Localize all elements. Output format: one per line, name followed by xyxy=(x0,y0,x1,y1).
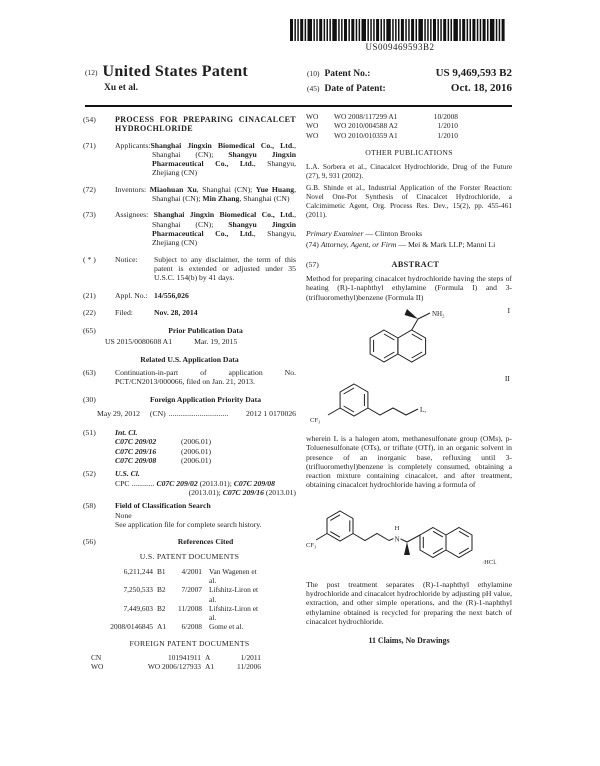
table-row: CN 101941911 A 1/2011 xyxy=(91,653,261,663)
priority-number: 2012 1 0170026 xyxy=(246,408,296,418)
publication-1: L.A. Sorbera et al., Cinacalcet Hydrochloride, Drug of the Future (27), 9, 931 (2002). xyxy=(306,162,512,181)
assignees-row: (73) Assignees: Shanghai Jingxin Biomedical Co., Ltd., Shanghai (CN); Shangyu Jingxin Pharmaceutical Co., Ltd., Shangyu, Zhejiang (CN) xyxy=(83,210,296,248)
appl-no-row: (21) Appl. No.: 14/556,026 xyxy=(83,291,189,301)
int-cl-row: (51) Int. Cl. C07C 209/02 (2006.01) C07C 209/16 (2006.01) C07C 209/08 (2006.01) xyxy=(83,428,296,465)
hcl-label: ·HCl. xyxy=(482,558,497,566)
other-publications-title: OTHER PUBLICATIONS xyxy=(365,147,453,157)
references-heading-row: (56) References Cited xyxy=(83,537,296,546)
barcode-image xyxy=(290,19,510,41)
int-cl-entry: C07C 209/02 (2006.01) xyxy=(115,437,212,447)
left-column xyxy=(83,115,296,672)
priority-country: (CN) xyxy=(149,408,166,418)
inventors-text: Inventors: Miaohuan Xu, Shanghai (CN); Yue Huang, Shanghai (CN); Min Zhang, Shanghai (CN) xyxy=(115,184,296,204)
inid-45: (45) xyxy=(307,84,320,93)
notice-row: ( * ) Notice: Subject to any disclaimer, the term of this patent is extended or adjusted under 35 U.S.C. 154(b) by 41 days. xyxy=(83,254,296,283)
table-row: WO WO 2006/127933 A1 11/2006 xyxy=(91,662,261,672)
naphthylethylamine-structure xyxy=(306,306,506,372)
attorney-line: (74) Attorney, Agent, or Firm — Mei & Mark LLP; Manni Li xyxy=(306,240,496,250)
right-column xyxy=(306,112,512,646)
prior-pub-doc: US 2015/0080608 A1 xyxy=(105,337,173,347)
barcode xyxy=(290,19,510,52)
claims-line: 11 Claims, No Drawings xyxy=(368,636,450,646)
cinacalcet-structure xyxy=(306,494,512,576)
post-treatment-text: The post treatment separates (R)-1-naphthyl ethylamine hydrochloride and cinacalcet hydrochloride by adjusting pH value, extraction, and other simple operations, and the (R)-1-naphthyl ethylamine obtained is recycled for preparing the next batch of cinacalcet hydrochloride. xyxy=(306,579,512,626)
prior-pub-title: Prior Publication Data xyxy=(168,326,243,336)
us-cl-label: U.S. Cl. xyxy=(115,469,140,479)
primary-examiner: Primary Examiner — Clinton Brooks xyxy=(306,229,423,239)
table-row: 2008/0146845 A1 6/2008 Gome et al. xyxy=(110,622,244,632)
date-of-patent-label: Date of Patent: xyxy=(324,84,386,94)
leaving-group-label: L, xyxy=(420,405,427,414)
cf3-label: CF₃ xyxy=(306,541,317,549)
leader-dots: ............................... xyxy=(168,408,229,418)
inid-10: (10) xyxy=(307,69,320,78)
publication-2: G.B. Shinde et al., Industrial Application of the Forster Reaction: Novel One-Pot Synthesis of Cinacalcet Hydrochloride, a Calcimimetic Agent, Org. Process Res. Dev., 15(2), pp. 455-461 (2011). xyxy=(306,183,512,220)
table-row: WO WO 2010/004588 A2 1/2010 xyxy=(306,121,458,131)
foreign-priority-title: Foreign Application Priority Data xyxy=(149,394,262,404)
inid-57: (57) xyxy=(306,259,319,269)
trifluoromethylbenzene-structure xyxy=(306,374,506,428)
filed-row: (22) Filed: Nov. 28, 2014 xyxy=(83,307,198,317)
table-row: WO WO 2008/117299 A1 10/2008 xyxy=(306,112,458,121)
field-search-note: See application file for complete search history. xyxy=(115,519,262,529)
abstract-text: Method for preparing cinacalcet hydrochloride having the steps of heating (R)-1-naphthyl ethylamine (Formula I) and 3-(trifluoromethyl)benzene (Formula II) xyxy=(306,274,512,302)
continuation-text: Continuation-in-part of application No. PCT/CN2013/000066, filed on Jan. 21, 2013. xyxy=(115,367,296,387)
foreign-priority-heading-row: (30) Foreign Application Priority Data xyxy=(83,395,296,404)
inventors-row: (72) Inventors: Miaohuan Xu, Shanghai (CN); Yue Huang, Shanghai (CN); Min Zhang, Shanghai (CN) xyxy=(83,184,296,204)
prior-pub-date: Mar. 19, 2015 xyxy=(194,337,238,347)
foreign-docs-title: FOREIGN PATENT DOCUMENTS xyxy=(129,638,250,648)
cf3-label: CF₃ xyxy=(310,416,321,424)
cpc-line1: CPC ............ C07C 209/02 (2013.01); C07C 209/08 xyxy=(115,478,275,488)
header-divider xyxy=(85,105,512,107)
field-search-none: None xyxy=(115,510,132,520)
int-cl-label: Int. Cl. xyxy=(115,428,138,438)
wo-table xyxy=(306,112,458,140)
formula-2-structure xyxy=(306,374,512,430)
header-right xyxy=(307,67,512,97)
assignees-text: Assignees: Shanghai Jingxin Biomedical Co., Ltd., Shanghai (CN); Shangyu Jingxin Pharmaceutical Co., Ltd., Shangyu, Zhejiang (CN) xyxy=(115,210,296,248)
int-cl-entry: C07C 209/16 (2006.01) xyxy=(115,446,212,456)
us-patent-table xyxy=(93,567,265,632)
prior-pub-line xyxy=(83,337,296,346)
patent-no-value: US 9,469,593 B2 xyxy=(435,67,512,79)
references-title: References Cited xyxy=(177,537,234,547)
cinacalcet-hcl-structure xyxy=(306,494,512,574)
abstract-title: ABSTRACT xyxy=(391,259,440,269)
invention-title: PROCESS FOR PREPARING CINACALCET HYDROCHLORIDE xyxy=(115,115,296,134)
filed-label: Filed: xyxy=(115,307,133,317)
field-search-label: Field of Classification Search xyxy=(115,501,211,511)
invention-title-row: (54) PROCESS FOR PREPARING CINACALCET HYDROCHLORIDE xyxy=(83,115,296,134)
formula-1-structure xyxy=(306,306,512,372)
table-row: 7,250,533 B2 7/2007 Lifshitz-Liron et al. xyxy=(123,585,259,604)
appl-no-label: Appl. No.: xyxy=(115,291,148,301)
appl-no-value: 14/556,026 xyxy=(154,291,189,301)
priority-date: May 29, 2012 xyxy=(97,408,140,418)
related-data-title: Related U.S. Application Data xyxy=(140,354,239,364)
continuation-row: (63) Continuation-in-part of application No. PCT/CN2013/000066, filed on Jan. 21, 2013. xyxy=(83,367,296,387)
foreign-patent-table xyxy=(91,653,261,672)
us-patent-docs-title: U.S. PATENT DOCUMENTS xyxy=(139,552,240,562)
document-title: United States Patent xyxy=(102,63,249,80)
int-cl-entry: C07C 209/08 (2006.01) xyxy=(115,456,212,466)
applicants-text: Applicants:Shanghai Jingxin Biomedical Co., Ltd., Shanghai (CN); Shangyu Jingxin Pharmaceutical Co., Ltd., Shangyu, Zhejiang (CN) xyxy=(115,140,296,178)
formula-1-label: I xyxy=(507,305,510,315)
amine-h-label: H xyxy=(394,524,400,532)
inid-12: (12) xyxy=(85,68,98,77)
abstract-heading xyxy=(306,260,512,269)
table-row: 6,211,244 B1 4/2001 Van Wagenen et al. xyxy=(123,566,257,585)
nh2-label: NH₂ xyxy=(432,309,445,318)
table-row: WO WO 2010/010359 A1 1/2010 xyxy=(306,130,458,140)
inventor-short: Xu et al. xyxy=(104,83,139,93)
priority-line xyxy=(83,409,296,418)
field-search-row: (58) Field of Classification Search None See application file for complete search history. xyxy=(83,501,296,529)
header-left xyxy=(85,63,248,93)
filed-value: Nov. 28, 2014 xyxy=(154,307,198,317)
amine-n-label: N xyxy=(394,535,400,544)
table-row: 7,449,603 B2 11/2008 Lifshitz-Liron et al. xyxy=(123,603,259,623)
prior-pub-heading-row: (65) Prior Publication Data xyxy=(83,326,296,335)
patent-no-label: Patent No.: xyxy=(324,69,371,79)
formula-2-label: II xyxy=(504,373,510,383)
date-of-patent-value: Oct. 18, 2016 xyxy=(450,82,512,94)
cpc-line2: (2013.01); C07C 209/16 (2013.01) xyxy=(188,487,296,497)
notice-text: Subject to any disclaimer, the term of this patent is extended or adjusted under 35 U.S.C. 154(b) by 41 days. xyxy=(154,254,296,283)
barcode-text: US009469593B2 xyxy=(365,42,435,52)
notice-label: Notice: xyxy=(115,254,138,264)
applicants-row: (71) Applicants:Shanghai Jingxin Biomedical Co., Ltd., Shanghai (CN); Shangyu Jingxin Pharmaceutical Co., Ltd., Shangyu, Zhejiang (CN) xyxy=(83,140,296,178)
us-cl-row: (52) U.S. Cl. CPC ............ C07C 209/02 (2013.01); C07C 209/08 (2013.01); C07C 209/16 (2013.01) xyxy=(83,469,296,497)
wherein-text: wherein L is a halogen atom, methanesulfonate group (OMs), p-Toluenesulfonate (OTs), or triflate (OTf), in an organic solvent in presence of an inorganic base, refluxing until 3-(trifluoromethyl)benzene is completely consumed, obtaining a reaction mixture containing cinacalcet, and after treatment, obtaining cinacalcet hydrochloride having a formula of xyxy=(306,433,512,490)
